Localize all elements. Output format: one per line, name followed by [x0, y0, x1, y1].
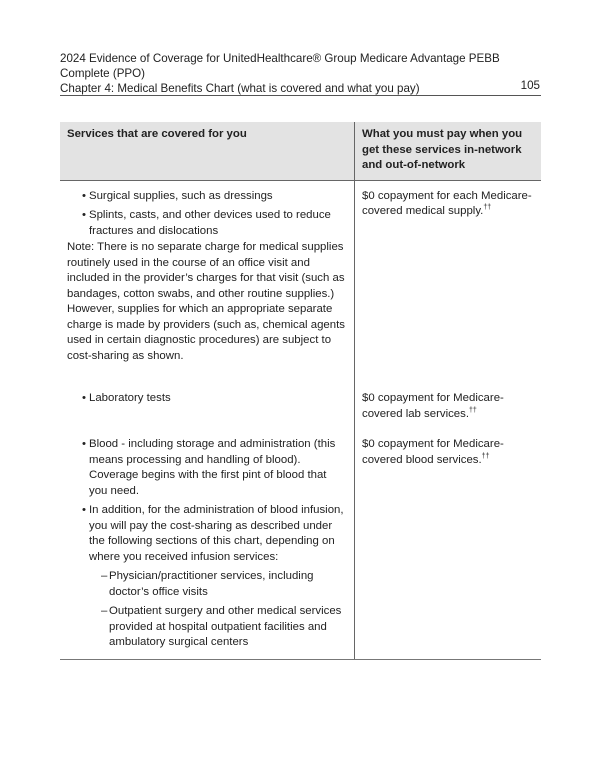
cost-text: $0 copayment for Medicare-covered blood services. — [362, 438, 504, 466]
document-title: 2024 Evidence of Coverage for UnitedHealthcare® Group Medicare Advantage PEBB Complete (PPO) — [60, 52, 500, 80]
table-row — [60, 376, 541, 427]
column-header-cost: What you must pay when you get these services in-network and out-of-network — [354, 122, 541, 180]
running-header — [60, 51, 540, 96]
note-text: Note: There is no separate charge for medical supplies routinely used in the course of an office visit and included in the provider’s charges for that visit (such as bandages, cotton swabs, and other routine supplies.) However, supplies for which an appropriate separate charge is made by providers (such as, chemical agents used in certain diagnostic procedures) are subject to cost-sharing as shown. — [67, 241, 345, 362]
table-row — [60, 181, 541, 377]
table-row — [60, 427, 541, 659]
dash-item: – Physician/practitioner services, including doctor’s office visits — [67, 569, 347, 600]
footnote-marker: †† — [481, 452, 490, 460]
column-header-services: Services that are covered for you — [67, 128, 247, 140]
cost-cell — [354, 376, 541, 427]
bullet-item: • Blood - including storage and administration (this means processing and handling of blood). Coverage begins with the first pint of blood that you need. — [67, 437, 347, 499]
header-divider — [60, 95, 541, 96]
footnote-marker: †† — [483, 204, 492, 212]
footnote-marker: †† — [469, 406, 477, 414]
bullet-item: • In addition, for the administration of blood infusion, you will pay the cost-sharing as described under the following sections of this chart, depending on where you received infusion services: — [67, 503, 347, 565]
bullet-item: • Laboratory tests — [67, 391, 347, 407]
cost-cell — [354, 181, 541, 377]
table-header — [60, 122, 541, 181]
bullet-item: • Splints, casts, and other devices used to reduce fractures and dislocations — [67, 208, 347, 239]
benefits-table — [60, 122, 541, 660]
chapter-title: Chapter 4: Medical Benefits Chart (what is covered and what you pay) — [60, 82, 420, 95]
dash-item: – Outpatient surgery and other medical services provided at hospital outpatient facilities and ambulatory surgical centers — [67, 604, 347, 651]
cost-text: $0 copayment for Medicare-covered lab services. — [362, 392, 504, 420]
page-number: 105 — [520, 79, 540, 92]
cost-cell — [354, 427, 541, 659]
bullet-item: • Surgical supplies, such as dressings — [67, 189, 347, 205]
cost-text: $0 copayment for each Medicare-covered medical supply. — [362, 189, 532, 217]
